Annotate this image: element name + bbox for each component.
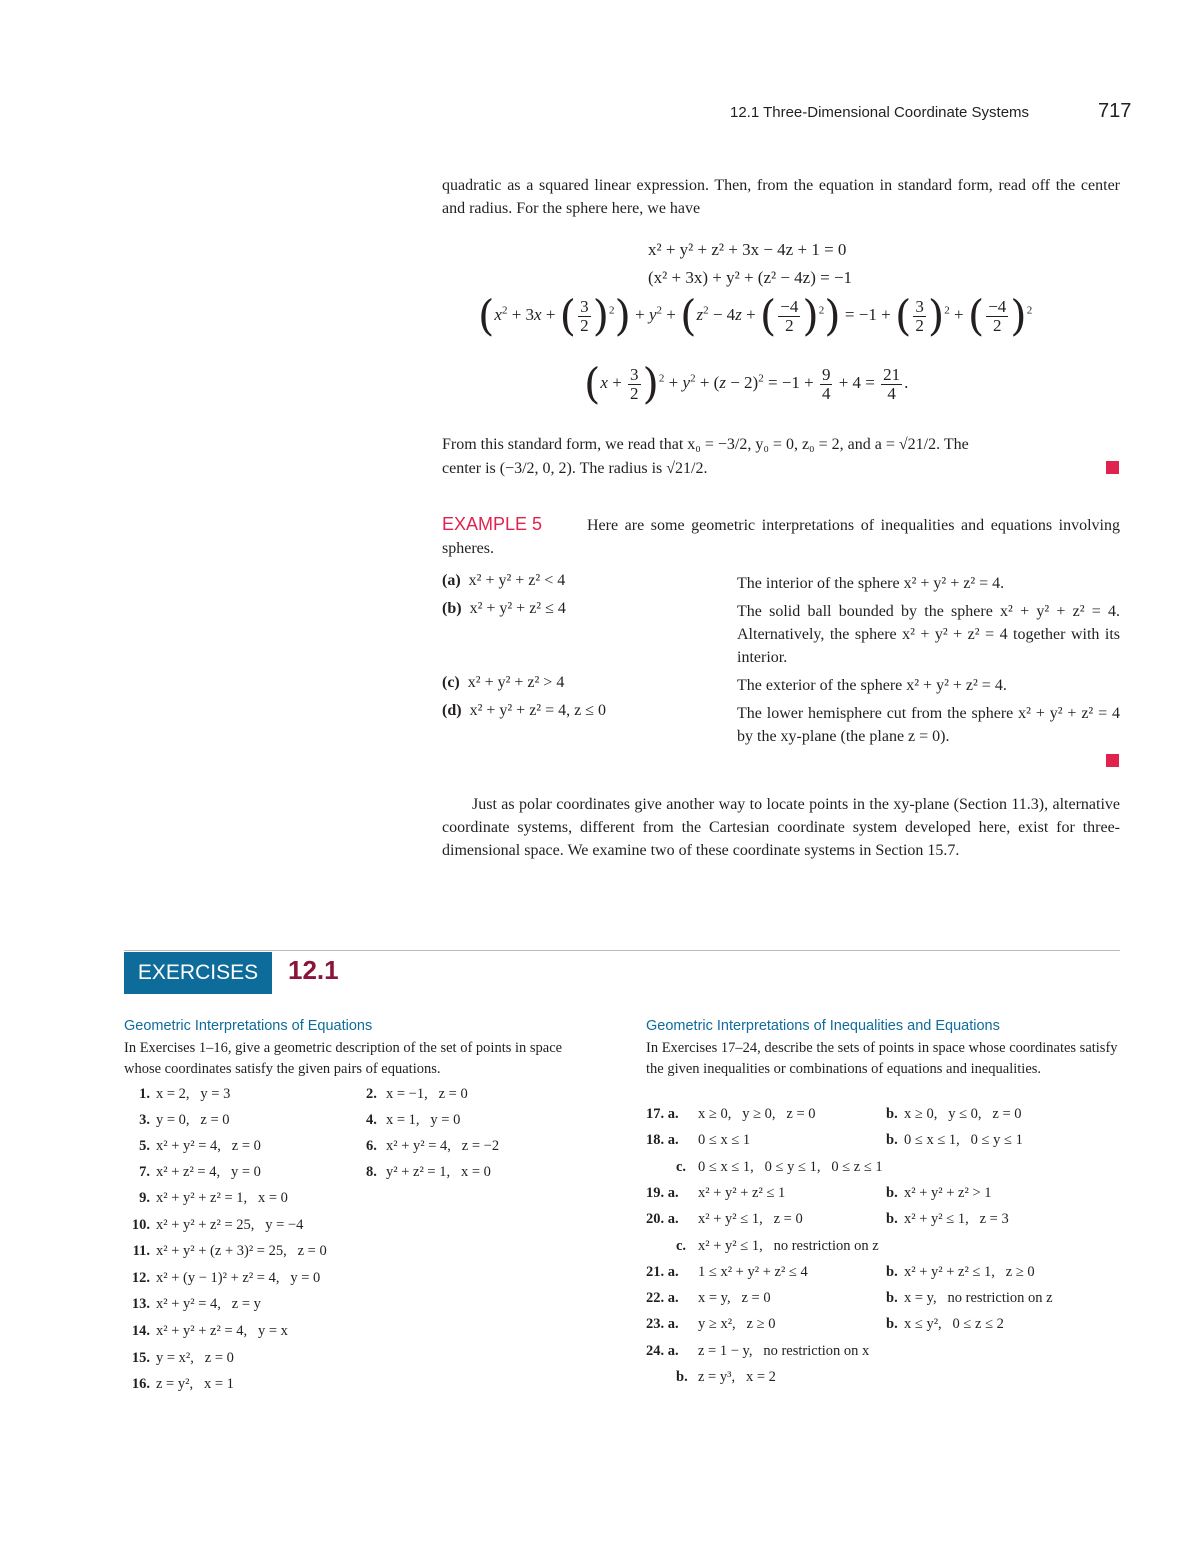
exercise-row <box>128 1350 608 1376</box>
exercise-row <box>128 1164 608 1190</box>
exercise-sub-label: b. <box>886 1211 898 1228</box>
right-section-intro: In Exercises 17–24, describe the sets of points in space whose coordinates satisfy the given inequalities or combinations of equations and inequalities. <box>646 1040 1118 1077</box>
exercise-row <box>646 1185 1120 1211</box>
exercise-expression: x² + y² = 4, z = −2 <box>386 1138 500 1154</box>
exercise-row <box>128 1323 608 1349</box>
exercise-expression: x = y, no restriction on z <box>904 1290 1053 1307</box>
exercise-expression: x² + y² + z² = 1, x = 0 <box>156 1190 288 1206</box>
exercise-number: 19. a. <box>646 1184 679 1201</box>
exercise-expression: x² + y² + z² = 25, y = −4 <box>156 1216 304 1233</box>
exercise-number: 18. a. <box>646 1132 679 1149</box>
conclusion-line-1: From this standard form, we read that x₀ = −3/2, y₀ = 0, z₀ = 2, and a = √21/2. The <box>442 436 969 453</box>
exercise-row <box>646 1106 1120 1132</box>
end-of-example-icon <box>1106 461 1119 474</box>
exercise-row <box>646 1343 1120 1369</box>
equation-line-2: (x² + 3x) + y² + (z² − 4z) = −1 <box>648 268 853 287</box>
exercise-expression: y² + z² = 1, x = 0 <box>386 1164 491 1180</box>
example5-desc-c: The exterior of the sphere x² + y² + z² = 4. <box>737 677 1007 694</box>
exercise-sub-label: b. <box>886 1132 898 1149</box>
exercise-row <box>128 1296 608 1322</box>
exercise-number: 8. <box>366 1164 377 1180</box>
exercise-row <box>128 1243 608 1269</box>
exercise-expression: 1 ≤ x² + y² + z² ≤ 4 <box>698 1263 808 1280</box>
exercise-expression: x = y, z = 0 <box>698 1290 771 1307</box>
exercise-number: 17. a. <box>646 1106 679 1122</box>
exercise-number: 22. a. <box>646 1290 679 1307</box>
exercise-sub-label: b. <box>886 1290 898 1307</box>
exercise-expression: z = 1 − y, no restriction on x <box>698 1342 870 1359</box>
exercise-number: 3. <box>139 1112 150 1128</box>
running-header: 12.1 Three-Dimensional Coordinate Systems <box>730 104 1030 121</box>
exercise-number: 1. <box>139 1086 150 1102</box>
exercise-row <box>128 1217 608 1243</box>
intro-paragraph: quadratic as a squared linear expression. Then, from the equation in standard form, read off the center and radius. For the sphere here, we have <box>442 177 1120 217</box>
exercise-row <box>646 1369 1120 1395</box>
exercise-expression: y = 0, z = 0 <box>156 1112 230 1128</box>
exercise-row <box>646 1211 1120 1237</box>
exercise-expression: x² + y² + (z + 3)² = 25, z = 0 <box>156 1243 327 1260</box>
equation-line-3: ($x^2 + 3x$ + ( $\frac{3}{2}$ )$^2) + y^2 + (z^2 - 4z$ + ( $\frac{-4}{2}$ )$^2$) = −1 + ( $\frac{3}{2}$ )$^2$ + ( $\frac{-4}{2}$ )$^2$ <box>478 291 1033 340</box>
page-number: 717 <box>1098 100 1132 122</box>
exercise-expression: x² + y² ≤ 1, z = 3 <box>904 1211 1009 1228</box>
exercise-number: 14. <box>131 1323 150 1339</box>
exercises-banner: EXERCISES <box>124 952 272 994</box>
exercise-number: 24. a. <box>646 1342 679 1359</box>
example5-desc-b: The solid ball bounded by the sphere x² + y² + z² = 4. Alternatively, the sphere x² + y² + z² = 4 together with its interior. <box>737 603 1120 666</box>
section-divider <box>124 950 1120 951</box>
exercises-number: 12.1 <box>288 955 339 985</box>
equation-line-1: x² + y² + z² + 3x − 4z + 1 = 0 <box>648 240 847 259</box>
exercise-expression: x ≥ 0, y ≤ 0, z = 0 <box>904 1106 1022 1122</box>
exercise-expression: x = 1, y = 0 <box>386 1112 461 1128</box>
exercise-row <box>646 1264 1120 1290</box>
exercise-expression: x² + y² + z² ≤ 1 <box>698 1184 786 1201</box>
exercise-number: 21. a. <box>646 1263 679 1280</box>
conclusion-line-2: center is (−3/2, 0, 2). The radius is √21/2. <box>442 460 708 477</box>
exercise-expression: x ≥ 0, y ≥ 0, z = 0 <box>698 1106 816 1122</box>
exercise-number: 11. <box>132 1243 150 1260</box>
exercise-number: 15. <box>131 1349 150 1366</box>
exercise-expression: 0 ≤ x ≤ 1, 0 ≤ y ≤ 1 <box>904 1132 1023 1149</box>
exercise-expression: x² + y² = 4, z = 0 <box>156 1138 261 1154</box>
exercise-row <box>646 1316 1120 1342</box>
example5-desc-a: The interior of the sphere x² + y² + z² = 4. <box>737 575 1005 592</box>
exercise-row <box>128 1112 608 1138</box>
exercise-number: 16. <box>131 1376 150 1393</box>
exercise-number: c. <box>676 1158 687 1175</box>
exercise-number: b. <box>676 1369 688 1385</box>
exercise-number: 9. <box>139 1190 150 1206</box>
exercise-expression: x² + y² + z² > 1 <box>904 1184 992 1201</box>
exercise-row <box>128 1190 608 1216</box>
exercise-expression: 0 ≤ x ≤ 1 <box>698 1132 751 1149</box>
exercise-expression: y = x², z = 0 <box>156 1349 234 1366</box>
exercise-row <box>128 1376 608 1402</box>
exercise-sub-label: b. <box>886 1263 898 1280</box>
example5-item-b: (b) x² + y² + z² ≤ 4 <box>442 600 566 617</box>
example5-label: EXAMPLE 5 <box>442 514 543 534</box>
exercise-row <box>646 1238 1120 1264</box>
example5-item-a: (a) x² + y² + z² < 4 <box>442 572 566 589</box>
equation-line-4: (x + $\frac{3}{2}$ )$^2 + y^2 + (z - 2)^2 = -1$ + $\frac{9}{4}$ + 4 = $\frac{21}{4}$ . <box>584 359 909 408</box>
exercise-number: 6. <box>366 1138 377 1154</box>
exercise-expression: x = −1, z = 0 <box>386 1086 468 1102</box>
exercise-row <box>128 1138 608 1164</box>
exercise-expression: 0 ≤ x ≤ 1, 0 ≤ y ≤ 1, 0 ≤ z ≤ 1 <box>698 1158 883 1175</box>
exercise-number: 20. a. <box>646 1211 679 1228</box>
exercise-row <box>646 1159 1120 1185</box>
exercise-expression: x² + y² ≤ 1, z = 0 <box>698 1211 803 1228</box>
exercise-number: 5. <box>139 1138 150 1154</box>
exercise-row <box>128 1086 608 1112</box>
exercise-row <box>128 1270 608 1296</box>
exercise-expression: z = y³, x = 2 <box>698 1369 776 1385</box>
exercise-expression: x² + y² ≤ 1, no restriction on z <box>698 1237 879 1254</box>
exercise-number: 7. <box>139 1164 150 1180</box>
exercise-number: 13. <box>131 1296 150 1313</box>
exercise-expression: x² + (y − 1)² + z² = 4, y = 0 <box>156 1269 321 1286</box>
exercise-number: c. <box>676 1237 687 1254</box>
exercise-number: 2. <box>366 1086 377 1102</box>
right-section-heading: Geometric Interpretations of Inequalities and Equations <box>646 1018 1000 1034</box>
exercise-number: 10. <box>131 1216 150 1233</box>
exercise-number: 12. <box>131 1269 150 1286</box>
exercise-number: 23. a. <box>646 1316 679 1333</box>
exercise-sub-label: b. <box>886 1316 898 1333</box>
polar-paragraph: Just as polar coordinates give another way to locate points in the xy-plane (Section 11.3), alternative coordinate systems, different from the Cartesian coordinate system developed here, exist for three-dimensional space. We examine two of these coordinate systems in Section 15.7. <box>442 796 1120 859</box>
left-section-heading: Geometric Interpretations of Equations <box>124 1018 373 1034</box>
exercise-expression: z = y², x = 1 <box>156 1376 234 1393</box>
example5-intro: Here are some geometric interpretations of inequalities and equations involving spheres. <box>442 517 1120 557</box>
end-of-example-icon <box>1106 754 1119 767</box>
exercise-expression: x² + z² = 4, y = 0 <box>156 1164 261 1180</box>
exercise-expression: x ≤ y², 0 ≤ z ≤ 2 <box>904 1316 1004 1333</box>
exercise-row <box>646 1132 1120 1158</box>
exercise-number: 4. <box>366 1112 377 1128</box>
exercise-expression: x = 2, y = 3 <box>156 1086 231 1102</box>
left-section-intro: In Exercises 1–16, give a geometric description of the set of points in space whose coordinates satisfy the given pairs of equations. <box>124 1040 563 1077</box>
exercise-expression: y ≥ x², z ≥ 0 <box>698 1316 776 1333</box>
example5-desc-d: The lower hemisphere cut from the sphere x² + y² + z² = 4 by the xy-plane (the plane z = 0). <box>737 705 1120 745</box>
exercise-expression: x² + y² + z² = 4, y = x <box>156 1323 288 1339</box>
exercise-row <box>646 1290 1120 1316</box>
exercise-sub-label: b. <box>886 1184 898 1201</box>
exercise-expression: x² + y² + z² ≤ 1, z ≥ 0 <box>904 1263 1035 1280</box>
example5-item-c: (c) x² + y² + z² > 4 <box>442 674 565 691</box>
exercise-expression: x² + y² = 4, z = y <box>156 1296 261 1313</box>
exercise-sub-label: b. <box>886 1106 898 1122</box>
example5-item-d: (d) x² + y² + z² = 4, z ≤ 0 <box>442 702 607 719</box>
